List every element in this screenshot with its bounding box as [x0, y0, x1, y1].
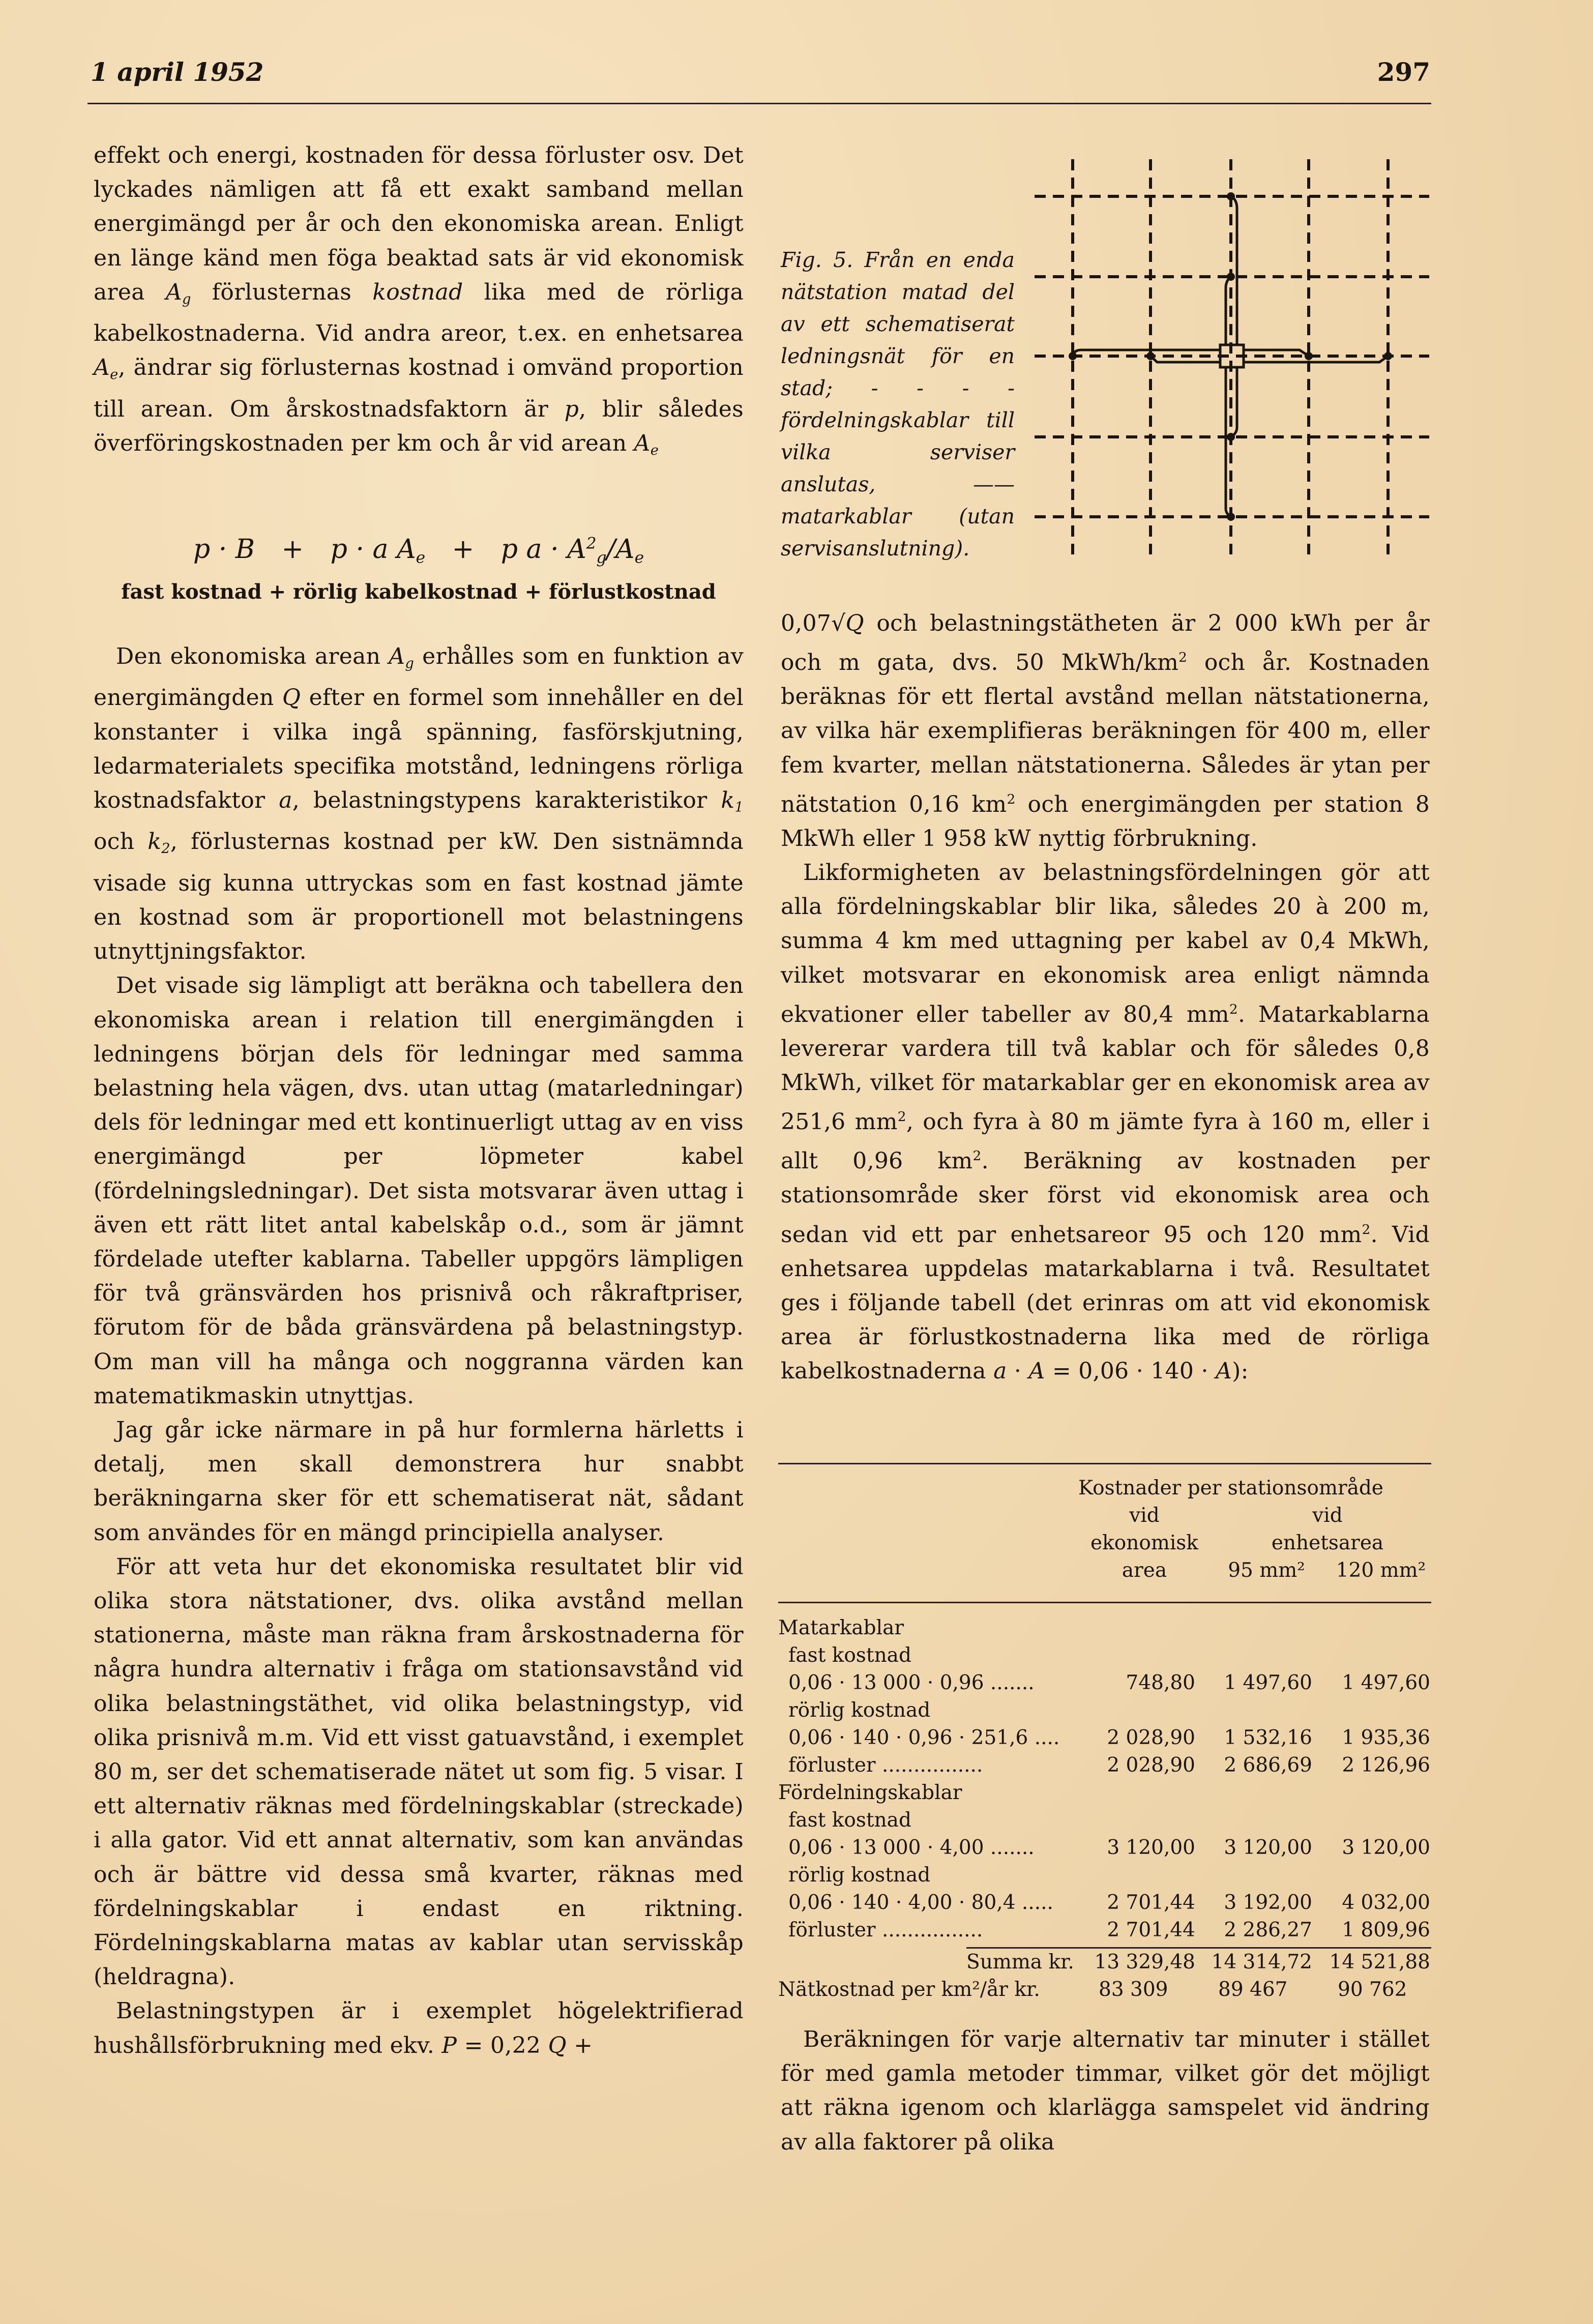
italic-symbol: a — [993, 1358, 1007, 1385]
paragraph — [94, 1994, 744, 2062]
text-run: och energimängden per station 8 MkWh eller 1 958 kW nyttig förbrukning. — [781, 791, 1430, 851]
sum-label: Summa kr. — [966, 1951, 1074, 1974]
text-run: . Matarkablarna levererar vardera till två kablar och för således 0,8 MkWh, vilket för matarkablar ger en ekonomisk area av 251,6 mm — [781, 1001, 1430, 1135]
formula-term-loss: p $a \cdot A^2_g/A_e$ — [500, 534, 644, 567]
row-label: 0,06 · 140 · 0,96 · 251,6 .... — [788, 1726, 1060, 1749]
header-col23-line2: enhetsarea — [1271, 1532, 1384, 1554]
cell-value: 1 809,96 — [1342, 1919, 1430, 1941]
text-run: och belastningstätheten är 2 000 kWh per år och m gata, dvs. 50 MkWh/km — [781, 610, 1430, 676]
text-run: . Vid enhetsarea uppdelas matarkablarna i två. Resultatet ges i följande tabell (det erinras om att vid ekonomisk area är förlustkostnaderna lika med de rörliga kabelkostnaderna — [781, 1221, 1430, 1385]
text-run: lika med de rörliga kabelkostnaderna. Vid andra areor, t.ex. en enhetsarea — [94, 279, 744, 347]
italic-symbol: a — [279, 787, 292, 813]
supscript: 2 — [1229, 1001, 1238, 1017]
supscript: 2 — [1178, 650, 1188, 666]
italic-symbol: A — [389, 643, 405, 669]
cell-value: 1 497,60 — [1224, 1671, 1312, 1694]
text-run: Belastningstypen är i exemplet högelektrifierad hushållsförbrukning med ekv. — [94, 1998, 744, 2058]
text-run: och — [94, 829, 148, 855]
text-run: + — [566, 2032, 593, 2058]
table-row — [778, 1917, 1431, 1944]
cell-value: 1 497,60 — [1342, 1671, 1430, 1694]
text-run: , förlusternas kostnad per kW. Den sistnämnda visade sig kunna uttryckas som en fast kostnad jämte en kostnad som är proportionell mot belastningens utnyttjningsfaktor. — [94, 829, 744, 965]
net-cost-value: 89 467 — [1218, 1978, 1288, 2001]
subscript: e — [110, 367, 119, 383]
italic-symbol: p — [564, 396, 579, 422]
row-label: 0,06 · 13 000 · 4,00 ....... — [788, 1836, 1035, 1859]
table-header — [778, 1464, 1431, 1602]
left-column-intro — [94, 138, 744, 467]
cell-value: 2 686,69 — [1224, 1754, 1312, 1777]
text-run: , belastningstypens karakteristikor — [292, 787, 721, 813]
row-label: Matarkablar — [778, 1616, 904, 1639]
subscript: g — [182, 291, 191, 307]
italic-symbol: A — [634, 430, 651, 456]
subscript: 1 — [734, 800, 744, 816]
text-run: Jag går icke närmare in på hur formlerna härletts i detalj, men skall demonstrera hur snabbt beräkningarna sker för ett schematiserat nät, sådant som användes för en mängd principiella analyser. — [94, 1417, 744, 1546]
text-run: Likformigheten av belastningsfördelningen gör att alla fördelningskablar blir lika, således 20 à 200 m, summa 4 km med uttagning per kabel av 0,4 MkWh, vilket motsvarar en ekonomisk area enligt nämnda ekvationer eller tabeller av 80,4 mm — [781, 860, 1430, 1027]
header-col1-line3: area — [1122, 1559, 1167, 1582]
text-run: och år. Kostnaden beräknas för ett flertal avstånd mellan nätstationerna, av vilka här exemplifieras beräkningen för 400 m, eller fem kvarter, mellan nätstationerna. Således är ytan per nätstation 0,16 km — [781, 650, 1430, 817]
supscript: 2 — [1362, 1221, 1371, 1238]
text-run: erhålles som en funktion av energimängden — [94, 643, 744, 711]
italic-symbol: Q — [548, 2032, 567, 2058]
text-run: ): — [1232, 1358, 1249, 1385]
cell-value: 3 120,00 — [1224, 1836, 1312, 1859]
paragraph — [781, 606, 1430, 856]
cost-formula — [94, 534, 744, 567]
text-run: Den ekonomiska arean — [116, 643, 389, 669]
table-row — [778, 1889, 1431, 1917]
header-col2: 95 mm² — [1228, 1559, 1305, 1582]
cell-value: 3 120,00 — [1107, 1836, 1195, 1859]
cell-value: 2 028,90 — [1107, 1726, 1195, 1749]
text-run: Det visade sig lämpligt att beräkna och tabellera den ekonomiska arean i relation till energimängden i ledningens början dels för ledningar med samma belastning hela vägen, dvs. utan uttag (matarledningar) dels för ledningar med ett kontinuerligt uttag av en viss energimängd per löpmeter kabel (fördelningsledningar). Det sista motsvarar även uttag i även ett rätt litet antal kabelskåp o.d., som är jämnt fördelade utefter kablarna. Tabeller uppgörs lämpligen för två gränsvärden hos prisnivå och råkraftpriser, förutom för de båda gränsvärdena på belastningstyp. Om man vill ha många och noggranna värden kan matematikmaskin utnyttjas. — [94, 973, 744, 1409]
table-row — [778, 1614, 1431, 1642]
net-cost-label: Nätkostnad per km²/år kr. — [778, 1978, 1040, 2001]
cell-value: 3 192,00 — [1224, 1891, 1312, 1914]
feeder-cables — [1073, 196, 1388, 517]
subscript: g — [405, 656, 415, 672]
cell-value: 2 028,90 — [1107, 1754, 1195, 1777]
formula-term-fixed: p · B — [193, 534, 255, 565]
text-run: förlusternas — [191, 279, 373, 305]
table-row — [778, 1834, 1431, 1862]
italic-symbol: kostnad — [372, 279, 463, 305]
paragraph — [94, 968, 744, 1413]
paragraph — [94, 138, 744, 467]
table-row — [778, 1724, 1431, 1752]
cell-value: 2 286,27 — [1224, 1919, 1312, 1941]
table-row — [778, 1862, 1431, 1889]
supscript: 2 — [897, 1109, 906, 1125]
right-column-body — [781, 606, 1430, 1388]
text-run: . Beräkning av kostnaden per stationsområde sker först vid ekonomisk area och sedan vid ett par enhetsareor 95 och 120 mm — [781, 1148, 1430, 1248]
italic-symbol: A — [1028, 1358, 1045, 1385]
cell-value: 2 126,96 — [1342, 1754, 1430, 1777]
net-cost-value: 90 762 — [1338, 1978, 1407, 2001]
row-label: fast kostnad — [788, 1809, 911, 1832]
row-label: 0,06 · 140 · 4,00 · 80,4 ..... — [788, 1891, 1053, 1914]
row-label: förluster ................ — [788, 1919, 983, 1941]
formula-caption: fast kostnad + rörlig kabelkostnad + förlustkostnad — [121, 580, 716, 604]
row-label: Fördelningskablar — [778, 1781, 962, 1804]
subscript: e — [650, 443, 659, 459]
header-col23-line1: vid — [1312, 1504, 1343, 1527]
net-cost-row — [778, 1976, 1431, 2004]
row-label: rörlig kostnad — [788, 1699, 931, 1722]
sum-row — [778, 1949, 1431, 1976]
cell-value: 1 532,16 — [1224, 1726, 1312, 1749]
italic-symbol: k — [721, 787, 735, 813]
text-run: Beräkningen för varje alternativ tar minuter i stället för med gamla metoder timmar, vilket gör det möjligt att räkna igenom och klarlägga samspelet vid ändring av alla faktorer på olika — [781, 2026, 1430, 2155]
italic-symbol: Q — [282, 685, 301, 711]
paragraph — [781, 856, 1430, 1388]
text-run: 0,07√ — [781, 610, 846, 636]
header-rule — [87, 103, 1431, 104]
cell-value: 1 935,36 — [1342, 1726, 1430, 1749]
formula-term-variable: p · a $A_e$ — [330, 534, 426, 567]
text-run: = 0,22 — [457, 2032, 548, 2058]
subscript: 2 — [161, 841, 170, 857]
table-body — [778, 1614, 1431, 1944]
left-column-body — [94, 639, 744, 2063]
row-label: 0,06 · 13 000 · 0,96 ....... — [788, 1671, 1035, 1694]
right-column-closing — [781, 2022, 1430, 2159]
formula-plus: + — [452, 534, 475, 565]
table-row — [778, 1697, 1431, 1724]
table-row — [778, 1642, 1431, 1669]
page-date: 1 april 1952 — [91, 57, 264, 87]
distribution-cables — [1035, 159, 1429, 554]
net-cost-value: 83 309 — [1099, 1978, 1168, 2001]
text-run: För att veta hur det ekonomiska resultatet blir vid olika stora nätstationer, dvs. olika avstånd mellan stationerna, måste man räkna fram årskostnaderna för några hundra alternativ i fråga om stationsavstånd vid olika belastningstäthet, vid olika belastningstyp, vid olika prisnivå m.m. Vid ett visst gatuavstånd, i exemplet 80 m, ser det schematiserade nätet ut som fig. 5 visar. I ett alternativ räknas med fördelningskablar (streckade) i alla gator. Vid ett annat alternativ, som kan användas och är bättre vid dessa små kvarter, räknas med fördelningskablar i endast en riktning. Fördelningskablarna matas av kablar utan servisskåp (heldragna). — [94, 1553, 744, 1990]
table-row — [778, 1807, 1431, 1834]
italic-symbol: A — [165, 279, 182, 305]
cell-value: 748,80 — [1126, 1671, 1195, 1694]
sum-value: 14 314,72 — [1211, 1951, 1312, 1974]
formula-plus: + — [281, 534, 304, 565]
table-row — [778, 1779, 1431, 1807]
italic-symbol: A — [1216, 1358, 1232, 1385]
text-run: effekt och energi, kostnaden för dessa förluster osv. Det lyckades nämligen att få ett exakt samband mellan energimängd per år och den ekonomiska arean. Enligt en länge känd men föga beaktad sats är vid ekonomisk area — [94, 142, 744, 305]
italic-symbol: Q — [845, 610, 864, 636]
text-run: efter en formel som innehåller en del konstanter i vilka ingå spänning, fasförskjutning, ledarmaterialets specifika motstånd, ledningens rörliga kostnadsfaktor — [94, 685, 744, 813]
header-col3: 120 mm² — [1336, 1559, 1426, 1582]
cost-table — [778, 1463, 1431, 2004]
text-run: · — [1007, 1358, 1029, 1385]
header-group: Kostnader per stationsområde — [1078, 1477, 1383, 1499]
cell-value: 4 032,00 — [1342, 1891, 1430, 1914]
italic-symbol: k — [148, 829, 162, 855]
cell-value: 2 701,44 — [1107, 1919, 1195, 1941]
supscript: 2 — [972, 1148, 982, 1164]
header-col1-line2: ekonomisk — [1090, 1532, 1198, 1554]
sum-value: 14 521,88 — [1329, 1951, 1430, 1974]
row-label: fast kostnad — [788, 1644, 911, 1667]
cell-value: 2 701,44 — [1107, 1891, 1195, 1914]
header-col1-line1: vid — [1129, 1504, 1160, 1527]
supscript: 2 — [1007, 791, 1016, 807]
sum-value: 13 329,48 — [1094, 1951, 1195, 1974]
text-run: , blir således överföringskostnaden per km och år vid arean — [94, 396, 744, 456]
paragraph — [781, 2022, 1430, 2159]
cell-value: 3 120,00 — [1342, 1836, 1430, 1859]
italic-symbol: P — [441, 2032, 457, 2058]
row-label: rörlig kostnad — [788, 1864, 931, 1887]
table-row — [778, 1752, 1431, 1779]
text-run: , ändrar sig förlusternas kostnad i omvänd proportion till arean. Om årskostnadsfaktorn är — [94, 355, 744, 422]
network-diagram — [1027, 148, 1434, 560]
page-number: 297 — [1377, 57, 1430, 87]
text-run: , och fyra à 80 m jämte fyra à 160 m, eller i allt 0,96 km — [781, 1109, 1430, 1174]
row-label: förluster ................ — [788, 1754, 983, 1777]
paragraph — [94, 639, 744, 968]
italic-symbol: A — [94, 355, 110, 381]
paragraph — [94, 1550, 744, 1994]
table-row — [778, 1669, 1431, 1697]
paragraph — [94, 1413, 744, 1550]
text-run: = 0,06 · 140 · — [1045, 1358, 1216, 1385]
figure-caption: Fig. 5. Från en enda nätstation matad del av ett schematiserat ledningsnät för en stad; - - - - fördelningskablar till vilka serviser anslutas, —— matarkablar (utan servisanslutning). — [781, 248, 1015, 561]
